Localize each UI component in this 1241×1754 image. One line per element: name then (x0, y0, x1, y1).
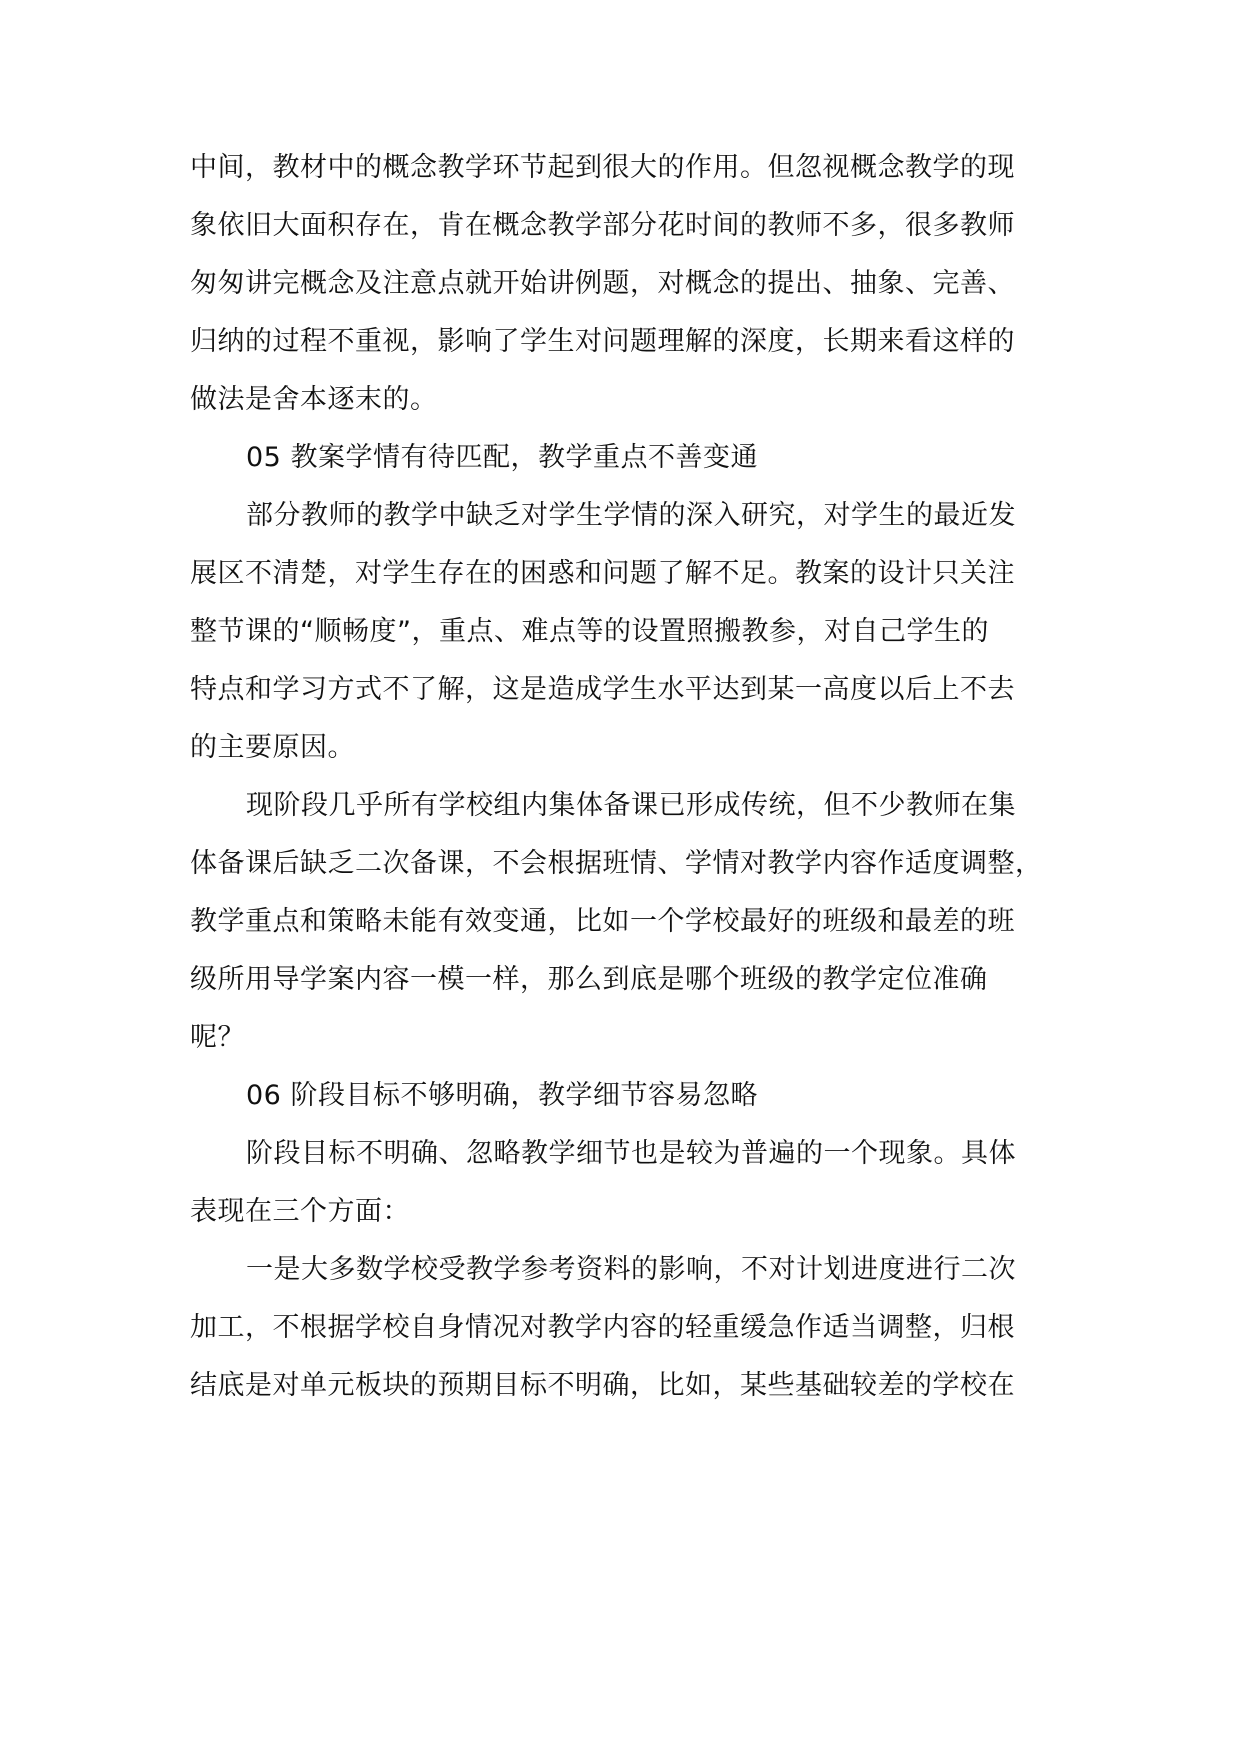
paragraph-1-line-3: 匆匆讲完概念及注意点就开始讲例题，对概念的提出、抽象、完善、 (190, 268, 1015, 299)
paragraph-1-line-4: 归纳的过程不重视，影响了学生对问题理解的深度，长期来看这样的 (190, 326, 1015, 357)
paragraph-3-line-4: 级所用导学案内容一模一样，那么到底是哪个班级的教学定位准确 (190, 964, 988, 995)
paragraph-2-line-3: 整节课的“顺畅度”，重点、难点等的设置照搬教参，对自己学生的 (190, 616, 989, 647)
paragraph-5-line-3: 结底是对单元板块的预期目标不明确，比如，某些基础较差的学校在 (190, 1370, 1015, 1401)
paragraph-1-line-1: 中间，教材中的概念教学环节起到很大的作用。但忽视概念教学的现 (190, 152, 1015, 183)
paragraph-3-line-1: 现阶段几乎所有学校组内集体备课已形成传统，但不少教师在集 (246, 790, 1016, 821)
paragraph-3-line-5: 呢？ (190, 1022, 245, 1053)
paragraph-5-line-2: 加工，不根据学校自身情况对教学内容的轻重缓急作适当调整，归根 (190, 1312, 1015, 1343)
paragraph-2-line-1: 部分教师的教学中缺乏对学生学情的深入研究，对学生的最近发 (246, 500, 1016, 531)
section-heading-05: 05 教案学情有待匹配，教学重点不善变通 (246, 442, 758, 473)
paragraph-2-line-2: 展区不清楚，对学生存在的困惑和问题了解不足。教案的设计只关注 (190, 558, 1015, 589)
paragraph-3-line-3: 教学重点和策略未能有效变通，比如一个学校最好的班级和最差的班 (190, 906, 1015, 937)
paragraph-5-line-1: 一是大多数学校受教学参考资料的影响，不对计划进度进行二次 (246, 1254, 1016, 1285)
paragraph-1-line-2: 象依旧大面积存在，肯在概念教学部分花时间的教师不多，很多教师 (190, 210, 1015, 241)
section-heading-06: 06 阶段目标不够明确，教学细节容易忽略 (246, 1080, 758, 1111)
paragraph-1-line-5: 做法是舍本逐末的。 (190, 384, 438, 415)
paragraph-2-line-4: 特点和学习方式不了解，这是造成学生水平达到某一高度以后上不去 (190, 674, 1015, 705)
paragraph-2-line-5: 的主要原因。 (190, 732, 355, 763)
paragraph-4-line-1: 阶段目标不明确、忽略教学细节也是较为普遍的一个现象。具体 (246, 1138, 1016, 1169)
paragraph-3-line-2: 体备课后缺乏二次备课，不会根据班情、学情对教学内容作适度调整， (190, 848, 1043, 879)
paragraph-4-line-2: 表现在三个方面： (190, 1196, 410, 1227)
